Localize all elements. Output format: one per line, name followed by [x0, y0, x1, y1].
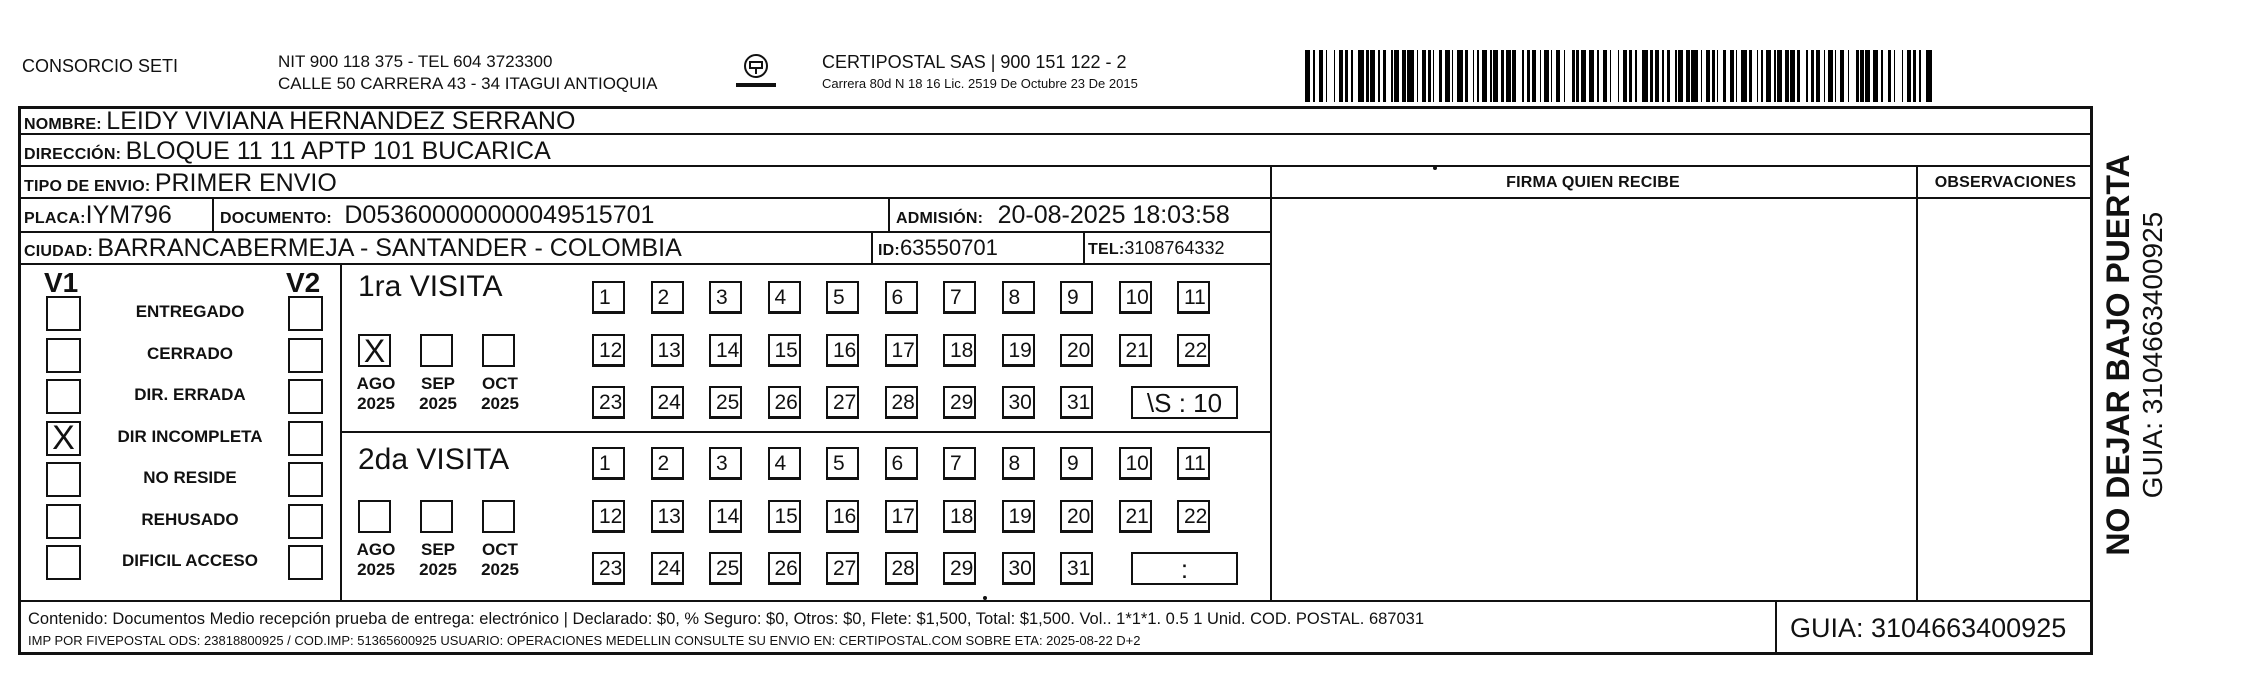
second-visit-month-checkbox[interactable]	[420, 500, 453, 533]
first-visit-day-box[interactable]: 28	[885, 386, 918, 419]
barcode	[1305, 50, 1940, 102]
second-visit-day-box[interactable]: 4	[768, 447, 801, 480]
second-visit-month-label	[352, 540, 400, 580]
second-visit-time-box[interactable]: :	[1131, 552, 1238, 585]
first-visit-day-box[interactable]: 7	[943, 281, 976, 314]
v2-checkbox[interactable]	[288, 379, 323, 414]
second-visit-month-label	[476, 540, 524, 580]
v2-checkbox[interactable]	[288, 296, 323, 331]
second-visit-day-box[interactable]: 6	[885, 447, 918, 480]
admision-label: ADMISIÓN:	[896, 210, 984, 227]
v1-checkbox[interactable]	[46, 338, 81, 373]
v1-label: V1	[44, 267, 79, 298]
second-visit-day-box[interactable]: 2	[651, 447, 684, 480]
second-visit-day-box[interactable]: 26	[768, 552, 801, 585]
second-visit-day-box[interactable]: 9	[1060, 447, 1093, 480]
v1-checkbox[interactable]	[46, 379, 81, 414]
v2-label: V2	[286, 267, 321, 298]
month-name: OCT	[482, 374, 518, 393]
ciudad-label: CIUDAD:	[24, 243, 93, 260]
first-visit-day-box[interactable]: 11	[1177, 281, 1210, 314]
footer-line2: IMP POR FIVEPOSTAL ODS: 23818800925 / COD.IMP: 51365600925 USUARIO: OPERACIONES MEDELLIN CONSULTE SU ENVIO EN: CERTIPOSTAL.COM SOBRE ETA: 2025-08-22 D+2	[28, 633, 1141, 648]
v2-checkbox[interactable]	[288, 545, 323, 580]
documento-label: DOCUMENTO:	[220, 210, 332, 227]
first-visit-day-box[interactable]: 17	[885, 334, 918, 367]
barcode-bar	[1932, 50, 1934, 102]
second-visit-month-checkbox[interactable]	[482, 500, 515, 533]
second-visit-day-box[interactable]: 21	[1119, 500, 1152, 533]
v1-checkbox[interactable]	[46, 504, 81, 539]
first-visit-day-box[interactable]: 20	[1060, 334, 1093, 367]
first-visit-month-checkbox[interactable]: X	[358, 334, 391, 367]
first-visit-day-box[interactable]: 18	[943, 334, 976, 367]
postal-logo-icon	[730, 52, 782, 94]
month-year: 2025	[357, 560, 395, 579]
tipo-value: PRIMER ENVIO	[154, 169, 337, 197]
admision-cell	[896, 201, 1230, 230]
tipo-label: TIPO DE ENVIO:	[24, 178, 151, 195]
second-visit-day-box[interactable]: 12	[592, 500, 625, 533]
first-visit-day-box[interactable]: 2	[651, 281, 684, 314]
first-visit-day-box[interactable]: 1	[592, 281, 625, 314]
first-visit-day-box[interactable]: 12	[592, 334, 625, 367]
first-visit-day-box[interactable]: 30	[1002, 386, 1035, 419]
first-visit-day-box[interactable]: 31	[1060, 386, 1093, 419]
second-visit-month-checkbox[interactable]	[358, 500, 391, 533]
second-visit-day-box[interactable]: 13	[651, 500, 684, 533]
first-visit-day-box[interactable]: 23	[592, 386, 625, 419]
tel-value: 3108764332	[1124, 238, 1225, 258]
month-name: SEP	[420, 540, 456, 559]
ciudad-cell	[24, 234, 682, 263]
second-visit-title: 2da VISITA	[358, 443, 510, 476]
month-year: 2025	[481, 394, 519, 413]
first-visit-month-label	[352, 374, 400, 414]
certipostal-line1: CERTIPOSTAL SAS | 900 151 122 - 2	[822, 52, 1127, 72]
first-visit-day-box[interactable]: 8	[1002, 281, 1035, 314]
first-visit-day-box[interactable]: 15	[768, 334, 801, 367]
second-visit-day-box[interactable]: 31	[1060, 552, 1093, 585]
first-visit-day-box[interactable]: 3	[709, 281, 742, 314]
v2-checkbox[interactable]	[288, 421, 323, 456]
second-visit-day-box[interactable]: 1	[592, 447, 625, 480]
status-option-label: NO RESIDE	[143, 468, 237, 487]
second-visit-day-box[interactable]: 18	[943, 500, 976, 533]
side-text	[2098, 135, 2168, 575]
first-visit-day-box[interactable]: 27	[826, 386, 859, 419]
tel-cell	[1088, 238, 1224, 259]
direccion-label: DIRECCIÓN:	[24, 146, 122, 163]
status-option-label: ENTREGADO	[135, 302, 245, 321]
second-visit-day-box[interactable]: 20	[1060, 500, 1093, 533]
second-visit-day-box[interactable]: 19	[1002, 500, 1035, 533]
status-option-label: DIR INCOMPLETA	[117, 426, 263, 446]
first-visit-month-checkbox[interactable]	[420, 334, 453, 367]
month-name: OCT	[482, 540, 518, 559]
footer-guia: GUIA: 3104663400925	[1790, 613, 2067, 643]
first-visit-month-checkbox[interactable]	[482, 334, 515, 367]
footer-line1: Contenido: Documentos Medio recepción prueba de entrega: electrónico | Declarado: $0, % Seguro: $0, Otros: $0, Flete: $1,500, Total: $1,500. Vol.. 1*1*1. 0.5 1 Unid. COD. POSTAL. 687031	[28, 610, 1425, 628]
tel-label: TEL:	[1088, 241, 1125, 258]
nit-line: NIT 900 118 375 - TEL 604 3723300	[278, 52, 553, 71]
first-visit-day-box[interactable]: 21	[1119, 334, 1152, 367]
second-visit-day-box[interactable]: 28	[885, 552, 918, 585]
first-visit-month-label	[476, 374, 524, 414]
first-visit-day-box[interactable]: 14	[709, 334, 742, 367]
certipostal-line2: Carrera 80d N 18 16 Lic. 2519 De Octubre 23 De 2015	[822, 76, 1138, 91]
first-visit-day-box[interactable]: 19	[1002, 334, 1035, 367]
v2-checkbox[interactable]	[288, 462, 323, 497]
address-line: CALLE 50 CARRERA 43 - 34 ITAGUI ANTIOQUIA	[278, 74, 658, 93]
nombre-label: NOMBRE:	[24, 116, 102, 133]
nombre-row	[24, 107, 575, 136]
first-visit-day-box[interactable]: 22	[1177, 334, 1210, 367]
second-visit-day-box[interactable]: 5	[826, 447, 859, 480]
v2-checkbox[interactable]	[288, 338, 323, 373]
id-label: ID:	[878, 242, 900, 259]
status-option-label: DIR. ERRADA	[134, 385, 246, 404]
direccion-row	[24, 137, 551, 166]
second-visit-day-box[interactable]: 7	[943, 447, 976, 480]
first-visit-day-box[interactable]: 25	[709, 386, 742, 419]
first-visit-day-box[interactable]: 6	[885, 281, 918, 314]
second-visit-day-box[interactable]: 8	[1002, 447, 1035, 480]
second-visit-day-box[interactable]: 25	[709, 552, 742, 585]
month-year: 2025	[419, 560, 457, 579]
month-year: 2025	[419, 394, 457, 413]
nombre-value: LEIDY VIVIANA HERNANDEZ SERRANO	[106, 107, 576, 135]
side-guia: GUIA: 3104663400925	[2137, 211, 2168, 499]
first-visit-day-box[interactable]: 13	[651, 334, 684, 367]
v1-checkbox[interactable]	[46, 545, 81, 580]
month-year: 2025	[357, 394, 395, 413]
month-name: AGO	[356, 540, 396, 559]
second-visit-day-box[interactable]: 29	[943, 552, 976, 585]
v1-checkbox[interactable]: X	[46, 421, 81, 456]
first-visit-day-box[interactable]: 29	[943, 386, 976, 419]
first-visit-day-box[interactable]: 24	[651, 386, 684, 419]
first-visit-time-box[interactable]: \S : 10	[1131, 386, 1238, 419]
first-visit-day-box[interactable]: 4	[768, 281, 801, 314]
month-year: 2025	[481, 560, 519, 579]
first-visit-day-box[interactable]: 10	[1119, 281, 1152, 314]
observaciones-label: OBSERVACIONES	[1934, 174, 2077, 191]
placa-value: IYM796	[85, 201, 172, 229]
v2-checkbox[interactable]	[288, 504, 323, 539]
second-visit-day-box[interactable]: 23	[592, 552, 625, 585]
firma-label: FIRMA QUIEN RECIBE	[1506, 174, 1680, 191]
documento-cell	[220, 201, 654, 230]
second-visit-day-box[interactable]: 16	[826, 500, 859, 533]
first-visit-month-label	[414, 374, 462, 414]
second-visit-day-box[interactable]: 3	[709, 447, 742, 480]
admision-value: 20-08-2025 18:03:58	[997, 201, 1230, 229]
ciudad-value: BARRANCABERMEJA - SANTANDER - COLOMBIA	[97, 234, 682, 262]
company-name: CONSORCIO SETI	[22, 56, 179, 76]
v1-checkbox[interactable]	[46, 296, 81, 331]
direccion-value: BLOQUE 11 11 APTP 101 BUCARICA	[125, 137, 551, 165]
side-no-dejar: NO DEJAR BAJO PUERTA	[2100, 154, 2136, 556]
first-visit-day-box[interactable]: 5	[826, 281, 859, 314]
second-visit-month-label	[414, 540, 462, 580]
second-visit-day-box[interactable]: 22	[1177, 500, 1210, 533]
second-visit-day-box[interactable]: 24	[651, 552, 684, 585]
placa-cell	[24, 201, 172, 230]
month-name: AGO	[356, 374, 396, 393]
first-visit-day-box[interactable]: 16	[826, 334, 859, 367]
id-cell	[878, 235, 998, 261]
status-option-label: DIFICIL ACCESO	[121, 551, 258, 570]
second-visit-day-box[interactable]: 11	[1177, 447, 1210, 480]
second-visit-day-box[interactable]: 27	[826, 552, 859, 585]
placa-label: PLACA:	[24, 210, 86, 227]
status-option-label: REHUSADO	[141, 509, 239, 529]
documento-value: D053600000000049515701	[344, 201, 655, 229]
tipo-row	[24, 169, 337, 198]
second-visit-day-box[interactable]: 30	[1002, 552, 1035, 585]
second-visit-day-box[interactable]: 10	[1119, 447, 1152, 480]
first-visit-day-box[interactable]: 9	[1060, 281, 1093, 314]
id-value: 63550701	[899, 235, 998, 260]
status-option-label: CERRADO	[147, 343, 233, 363]
v1-checkbox[interactable]	[46, 462, 81, 497]
first-visit-title: 1ra VISITA	[358, 270, 503, 303]
second-visit-day-box[interactable]: 14	[709, 500, 742, 533]
second-visit-day-box[interactable]: 15	[768, 500, 801, 533]
second-visit-day-box[interactable]: 17	[885, 500, 918, 533]
month-name: SEP	[420, 374, 456, 393]
first-visit-day-box[interactable]: 26	[768, 386, 801, 419]
